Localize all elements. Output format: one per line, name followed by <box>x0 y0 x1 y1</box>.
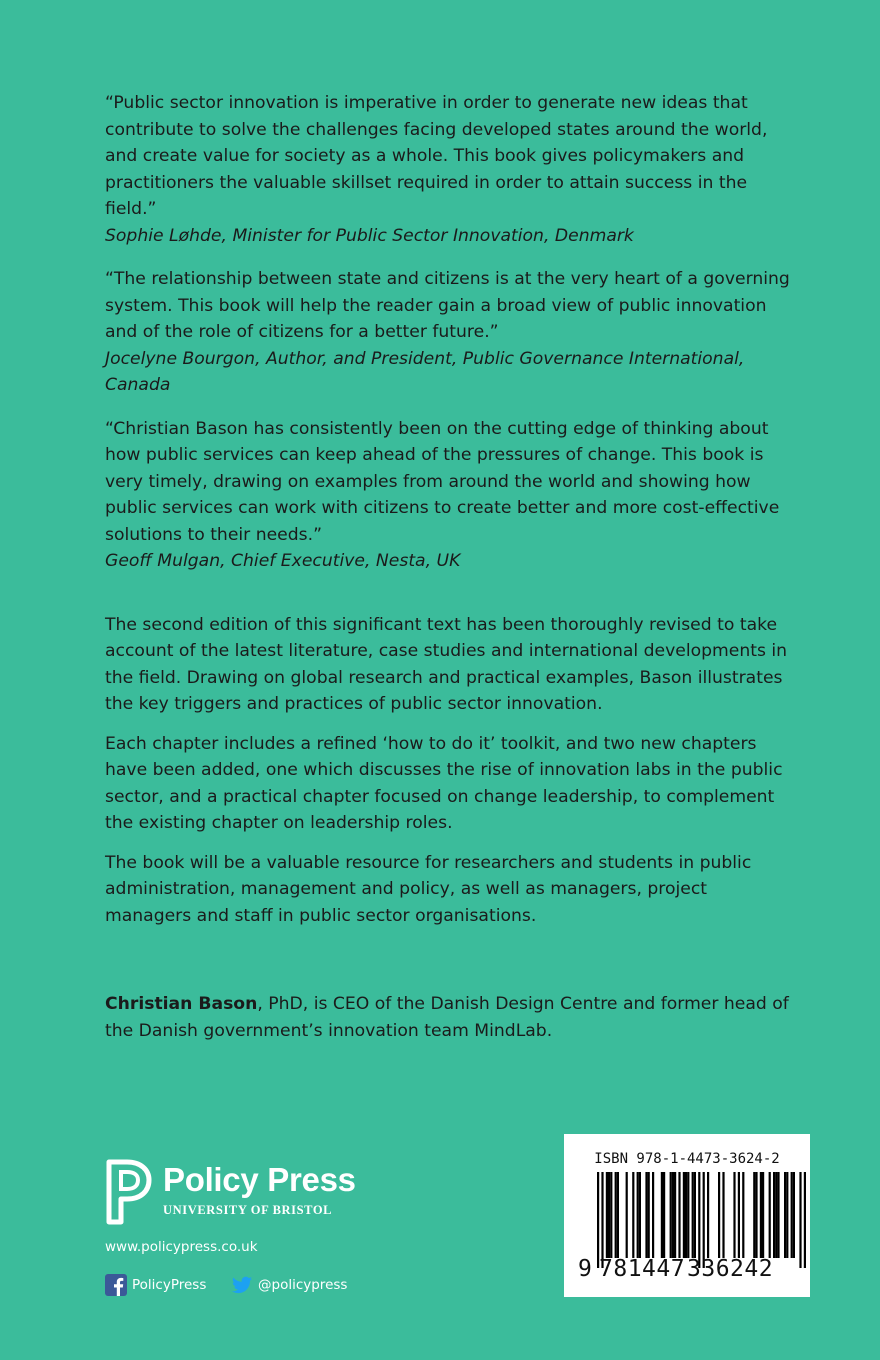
barcode-bar <box>663 1172 665 1258</box>
publisher-website[interactable]: www.policypress.co.uk <box>105 1239 258 1255</box>
barcode-bar <box>799 1172 801 1268</box>
barcode-bar <box>610 1172 612 1258</box>
barcode-bar <box>786 1172 788 1258</box>
barcode-bar <box>632 1172 634 1258</box>
barcode-bar <box>683 1172 685 1258</box>
barcode-bar <box>617 1172 619 1258</box>
barcode-bar <box>645 1172 647 1258</box>
isbn-label: ISBN 978-1-4473-3624-2 <box>594 1151 780 1167</box>
barcode-bar <box>698 1172 700 1268</box>
barcode-digit-group-2: 336242 <box>687 1256 774 1282</box>
endorsement-quote <box>105 90 795 249</box>
back-cover-text <box>105 90 795 1044</box>
barcode-bar <box>777 1172 779 1258</box>
author-bio <box>105 991 795 1044</box>
barcode-bar <box>670 1172 672 1258</box>
barcode-bar <box>718 1172 720 1258</box>
barcode-digit-first: 9 <box>578 1256 592 1282</box>
barcode-bar <box>793 1172 795 1258</box>
barcode-bar <box>760 1172 762 1258</box>
publisher-name: Policy Press <box>163 1161 356 1198</box>
twitter-handle: @policypress <box>258 1277 348 1293</box>
endorsement-quote <box>105 416 795 575</box>
author-bio-text: , PhD, is CEO of the Danish Design Centre and former head of the Danish government’s innovation team MindLab. <box>105 994 789 1041</box>
barcode-bar <box>742 1172 744 1258</box>
barcode-bar <box>762 1172 764 1258</box>
barcode-bar <box>791 1172 793 1258</box>
barcode-bar <box>694 1172 696 1258</box>
barcode-bar <box>733 1172 735 1258</box>
barcode-bar <box>804 1172 806 1268</box>
barcode-bar <box>773 1172 775 1258</box>
quote-text: “Public sector innovation is imperative in order to generate new ideas that contribute to solve the challenges facing developed states around the world, and create value for society as a whole. This book gives policymakers and practitioners the valuable skillset required in order to attain success in the field.” <box>105 93 768 219</box>
description-paragraph: Each chapter includes a refined ‘how to do it’ toolkit, and two new chapters have been added, one which discusses the rise of innovation labs in the public sector, and a practical chapter focused on change leadership, to complement the existing chapter on leadership roles. <box>105 733 783 833</box>
quote-text: “The relationship between state and citizens is at the very heart of a governing system. This book will help the reader gain a broad view of public innovation and of the role of citizens for a better future.” <box>105 269 790 342</box>
barcode-bar <box>678 1172 680 1258</box>
quote-attribution: Geoff Mulgan, Chief Executive, Nesta, UK <box>105 551 461 571</box>
isbn-barcode <box>564 1134 810 1297</box>
description-paragraph: The book will be a valuable resource for researchers and students in public administration, management and policy, as well as managers, project managers and staff in public sector organisations. <box>105 852 752 926</box>
barcode-bar <box>707 1172 709 1258</box>
barcode-bar <box>687 1172 689 1258</box>
barcode-bar <box>738 1172 740 1258</box>
barcode-bar <box>661 1172 663 1258</box>
policy-press-logo <box>105 1158 385 1226</box>
barcode-bar <box>597 1172 599 1268</box>
barcode-bar <box>685 1172 687 1258</box>
facebook-handle: PolicyPress <box>132 1277 207 1293</box>
facebook-icon <box>105 1274 127 1296</box>
barcode-bar <box>672 1172 674 1258</box>
barcode-bar <box>639 1172 641 1258</box>
barcode-bar <box>753 1172 755 1258</box>
barcode-bar <box>608 1172 610 1258</box>
barcode-bar <box>692 1172 694 1258</box>
barcode-bar <box>784 1172 786 1258</box>
barcode-bar <box>606 1172 608 1258</box>
barcode-bar <box>703 1172 705 1268</box>
barcode-bar <box>674 1172 676 1258</box>
barcode-bar <box>637 1172 639 1258</box>
barcode-bar <box>775 1172 777 1258</box>
barcode-bar <box>755 1172 757 1258</box>
twitter-bird-icon <box>231 1274 253 1296</box>
publisher-subtitle: UNIVERSITY OF BRISTOL <box>163 1203 333 1217</box>
barcode-digit-group-1: 781447 <box>599 1256 686 1282</box>
barcode-bar <box>648 1172 650 1258</box>
barcode-bar <box>601 1172 603 1268</box>
quote-attribution: Jocelyne Bourgon, Author, and President, Public Governance International, Canada <box>105 348 745 395</box>
endorsement-quote <box>105 266 795 399</box>
author-name: Christian Bason <box>105 994 258 1014</box>
barcode-bar <box>652 1172 654 1258</box>
barcode-bar <box>615 1172 617 1258</box>
barcode-bar <box>722 1172 724 1258</box>
quote-text: “Christian Bason has consistently been on the cutting edge of thinking about how public services can keep ahead of the pressures of change. This book is very timely, drawing on examples from around the world and showing how public services can work with citizens to create better and more cost-effective solutions to their needs.” <box>105 418 780 545</box>
barcode-bar <box>769 1172 771 1258</box>
quote-attribution: Sophie Løhde, Minister for Public Sector Innovation, Denmark <box>105 225 634 246</box>
description-paragraph: The second edition of this significant text has been thoroughly revised to take account of the latest literature, case studies and international developments in the field. Drawing on global research and practical examples, Bason illustrates the key triggers and practices of public sector innovation. <box>105 614 788 714</box>
book-description <box>105 612 795 930</box>
policy-press-p-icon <box>105 1158 153 1226</box>
barcode-bar <box>626 1172 628 1258</box>
